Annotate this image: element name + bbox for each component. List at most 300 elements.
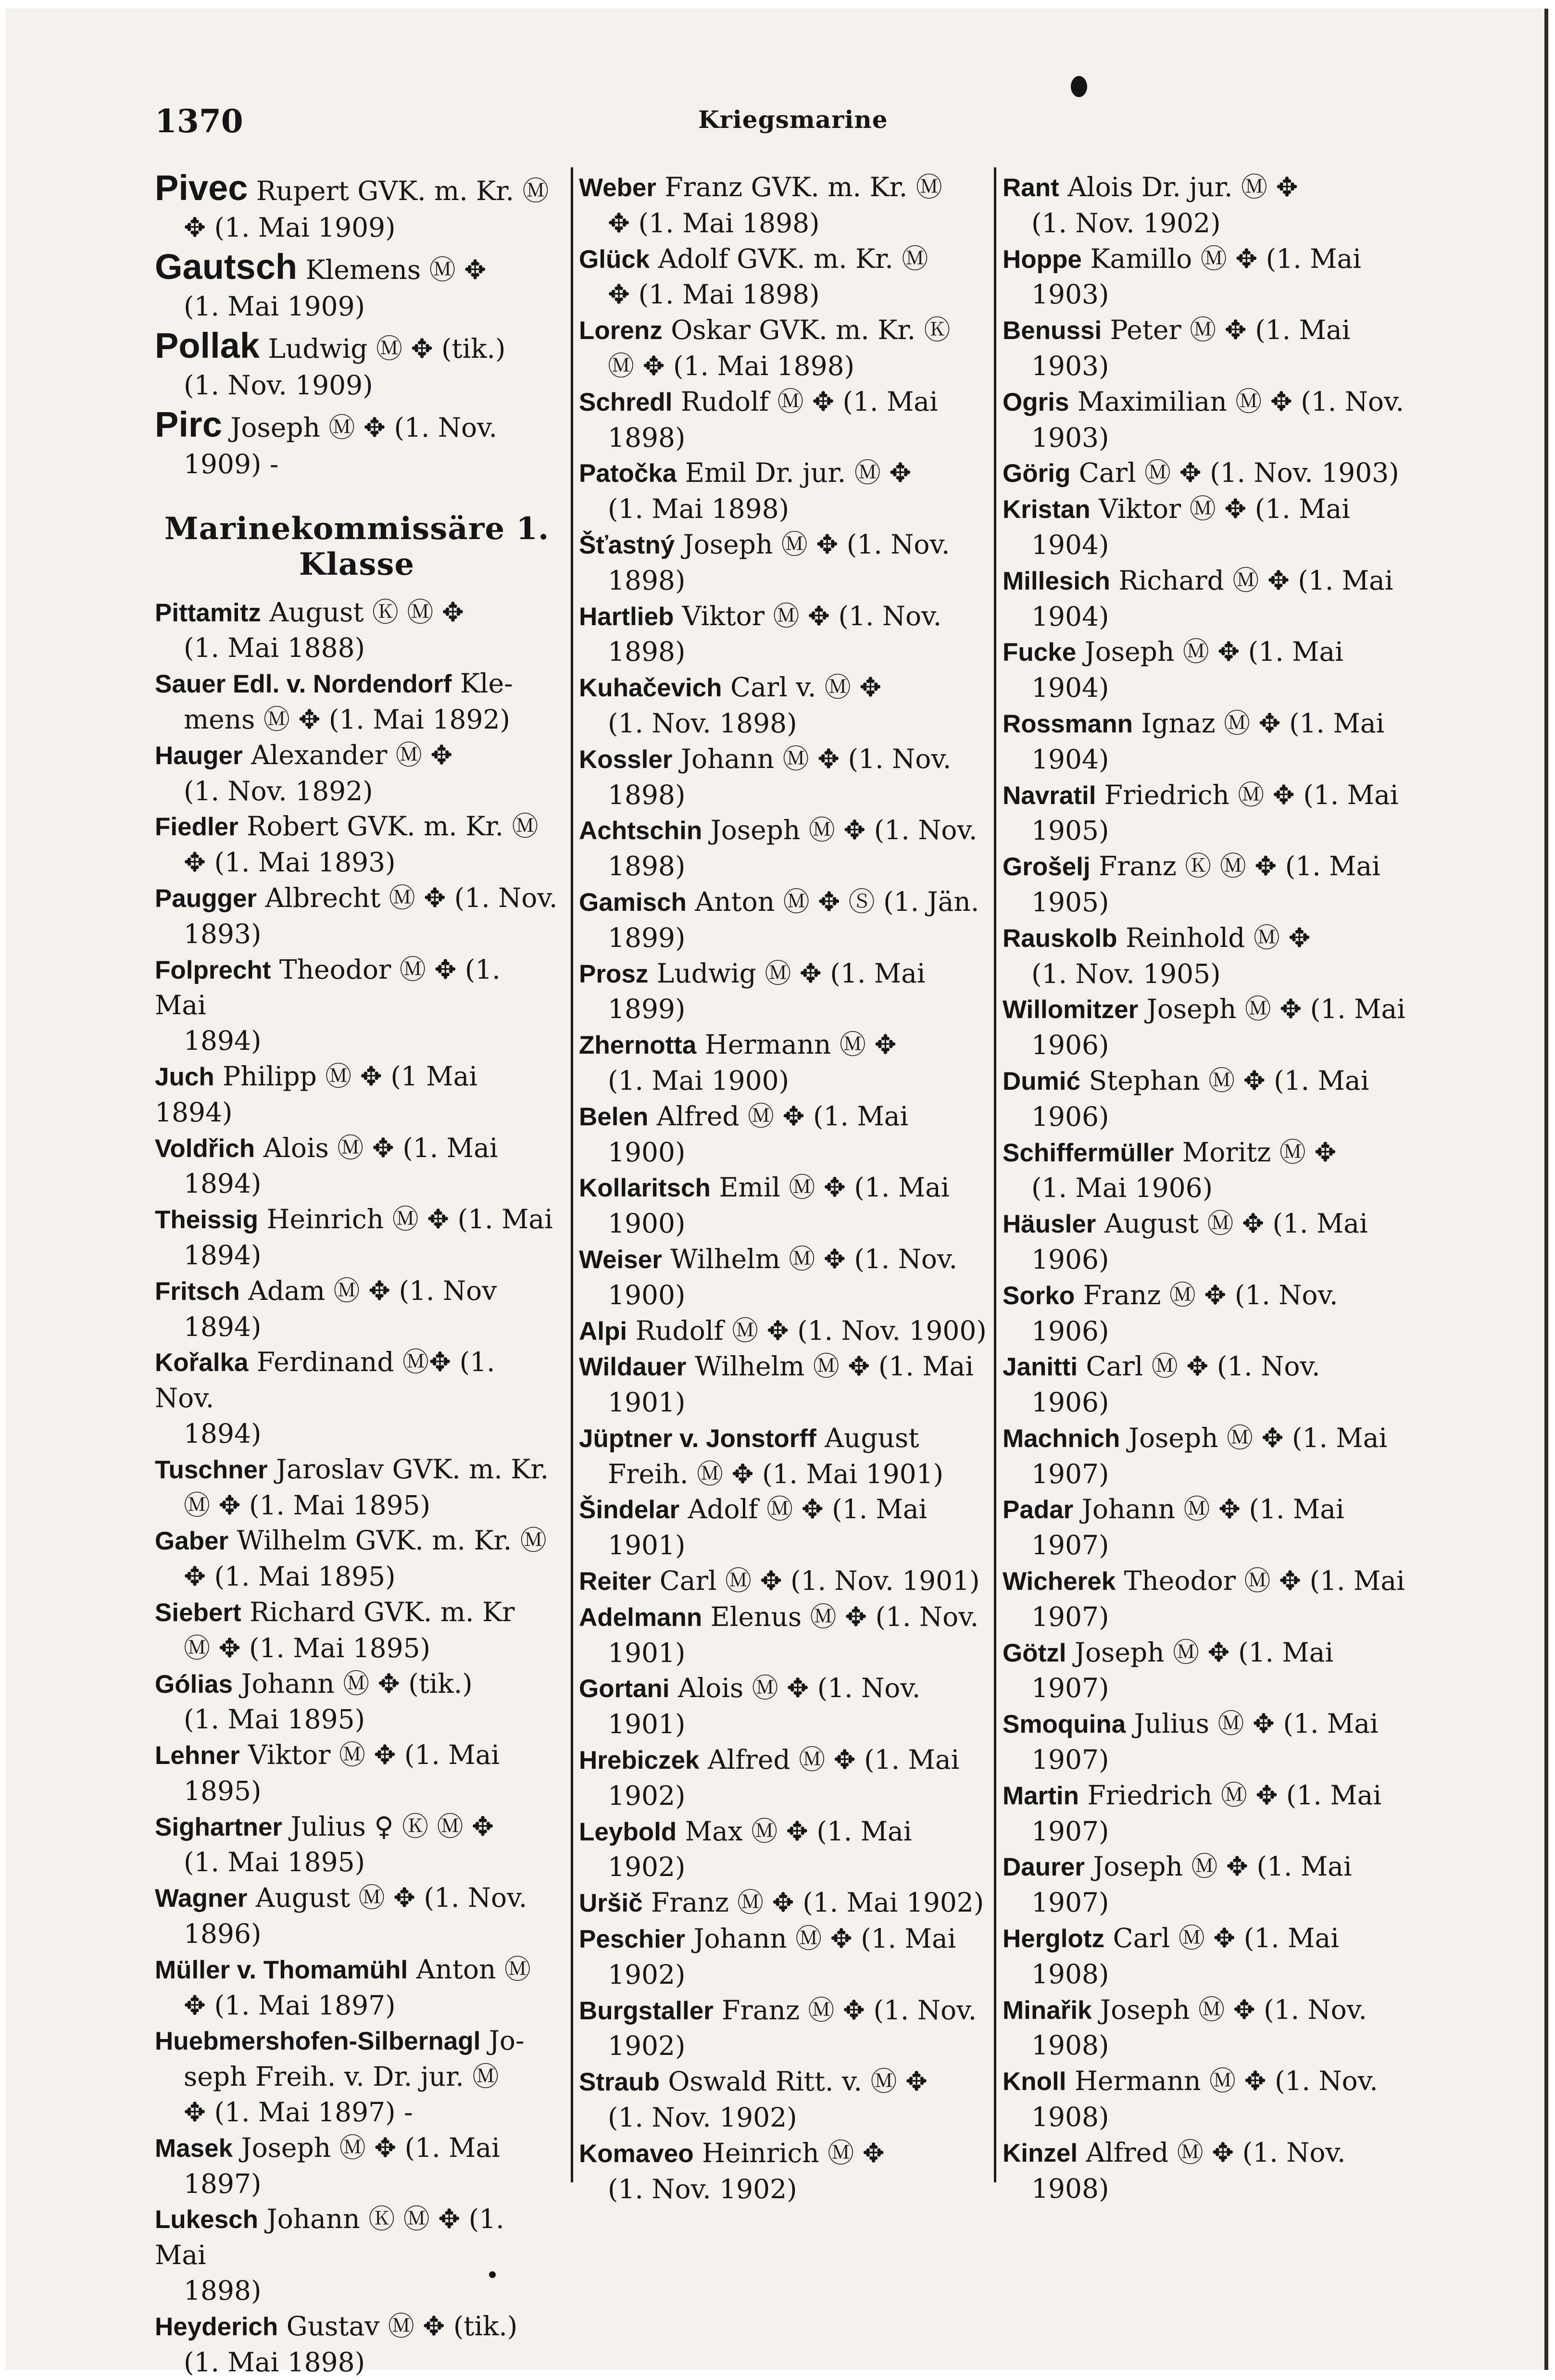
person-name: Fucke — [1003, 638, 1077, 667]
entry-text: Joseph Ⓜ ✥ (1. Nov. — [1091, 1994, 1367, 2025]
entry-continuation: 1906) — [1031, 1244, 1109, 1275]
person-name: Ogris — [1003, 388, 1069, 416]
entry-text: Emil Dr. jur. Ⓜ ✥ — [677, 457, 912, 489]
person-name: Achtschin — [579, 817, 702, 845]
entry-text: Julius ♀ Ⓚ Ⓜ ✥ — [282, 1811, 494, 1842]
person-name: Rant — [1003, 174, 1059, 202]
entry-continuation: (1. Mai 1895) — [184, 1704, 365, 1735]
person-name: Kristan — [1003, 495, 1091, 524]
person-name: Paugger — [155, 884, 257, 913]
list-item — [155, 666, 559, 738]
person-name: Lehner — [155, 1741, 240, 1770]
entry-text: Robert GVK. m. Kr. Ⓜ — [238, 811, 539, 842]
person-name: Fritsch — [155, 1277, 240, 1306]
entry-continuation: 1898) — [608, 422, 686, 453]
person-name: Minařik — [1003, 1996, 1092, 2025]
entry-continuation: 1904) — [1031, 529, 1109, 560]
entry-text: Alexander Ⓜ ✥ — [242, 739, 453, 770]
entry-continuation: 1901) — [608, 1709, 686, 1740]
entry-text: Franz Ⓜ ✥ (1. Nov. — [713, 1994, 977, 2026]
person-name: Straub — [579, 2068, 660, 2097]
entry-text: Stephan Ⓜ ✥ (1. Mai — [1080, 1065, 1369, 1096]
entry-text: Richard Ⓜ ✥ (1. Mai — [1110, 565, 1393, 596]
entry-continuation: 1904) — [1031, 601, 1109, 632]
person-name: Weiser — [579, 1245, 662, 1274]
entry-text: Elenus Ⓜ ✥ (1. Nov. — [702, 1601, 979, 1632]
entry-text: Carl Ⓜ ✥ (1. Nov. — [1078, 1351, 1320, 1382]
entry-continuation: Ⓜ ✥ (1. Mai 1895) — [184, 1632, 431, 1663]
person-name: Navratil — [1003, 781, 1096, 810]
entry-continuation: (1. Nov. 1909) — [184, 370, 373, 401]
entry-continuation: 1897) — [184, 2168, 262, 2199]
entry-text: Jo- — [480, 2025, 525, 2056]
entry-text: Julius Ⓜ ✥ (1. Mai — [1126, 1708, 1379, 1739]
entry-list — [579, 170, 988, 2207]
entry-continuation: (1. Mai 1888) — [184, 632, 365, 664]
entry-continuation: 1898) — [608, 779, 686, 810]
entry-text: August Ⓚ Ⓜ ✥ — [261, 596, 464, 628]
entry-continuation: 1894) — [184, 1239, 262, 1271]
entry-continuation: 1899) — [608, 994, 686, 1025]
person-name: Voldřich — [155, 1134, 255, 1163]
list-item — [1003, 1706, 1411, 1778]
person-name: Leybold — [579, 1817, 677, 1846]
list-item — [155, 1202, 559, 1273]
entry-continuation: 1898) — [608, 851, 686, 882]
person-name: Kossler — [579, 745, 673, 774]
list-item — [579, 670, 988, 742]
entry-text: August Ⓜ ✥ (1. Mai — [1096, 1208, 1368, 1239]
person-name: Grošelj — [1003, 853, 1091, 881]
entry-continuation: 1908) — [1031, 2173, 1109, 2204]
entry-continuation: 1900) — [608, 1208, 686, 1239]
person-name: Belen — [579, 1102, 649, 1131]
list-item — [155, 1345, 559, 1451]
list-item — [155, 595, 559, 667]
list-item — [579, 1599, 988, 1671]
list-item — [155, 2202, 559, 2308]
person-name: Kořalka — [155, 1348, 249, 1377]
entry-continuation: 1905) — [1031, 815, 1109, 846]
person-name: Huebmershofen-Silbernagl — [155, 2027, 481, 2056]
list-item — [1003, 2064, 1411, 2135]
entry-continuation: (1. Nov. 1902) — [608, 2173, 797, 2204]
entry-continuation: 1900) — [608, 1279, 686, 1310]
entry-text: Ferdinand Ⓜ✥ (1. Nov. — [155, 1347, 495, 1414]
entry-continuation: 1908) — [1031, 2030, 1109, 2061]
list-item — [1003, 920, 1411, 992]
entry-text: Alfred Ⓜ ✥ (1. Mai — [699, 1744, 960, 1776]
list-item — [1003, 1778, 1411, 1850]
entry-continuation: 1901) — [608, 1530, 686, 1561]
list-item — [155, 2095, 559, 2130]
entry-list — [1003, 170, 1411, 2206]
entry-continuation: 1906) — [1031, 1387, 1109, 1418]
person-name: Gautsch — [155, 247, 298, 287]
list-item — [579, 1921, 988, 1993]
person-name: Smoquina — [1003, 1710, 1126, 1739]
entry-text: Viktor Ⓜ ✥ (1. Mai — [239, 1739, 500, 1771]
person-name: Knoll — [1003, 2067, 1066, 2096]
person-name: Uršič — [579, 1889, 643, 1918]
person-name: Fiedler — [155, 813, 238, 842]
entry-text: Adolf Ⓜ ✥ (1. Mai — [679, 1494, 928, 1525]
entry-text: August — [816, 1422, 919, 1453]
entry-text: Joseph Ⓜ ✥ (1. Nov. — [222, 412, 498, 443]
entry-text: Maximilian Ⓜ ✥ (1. Nov. — [1069, 386, 1404, 417]
entry-text: Gustav Ⓜ ✥ (tik.) — [278, 2310, 518, 2342]
entry-continuation: 1893) — [184, 918, 262, 949]
person-name: Schredl — [579, 388, 673, 416]
entry-text: Johann Ⓚ Ⓜ ✥ (1. Mai — [155, 2204, 504, 2271]
person-name: Weber — [579, 174, 657, 202]
entry-text: Rudolf Ⓜ ✥ (1. Mai — [672, 386, 938, 417]
list-item — [579, 742, 988, 813]
list-item — [155, 881, 559, 952]
list-item — [155, 1523, 559, 1595]
entry-continuation: 1894) — [184, 1418, 262, 1449]
entry-continuation: 1908) — [1031, 2102, 1109, 2133]
list-item — [1003, 1635, 1411, 1707]
running-title: Kriegsmarine — [698, 105, 888, 134]
list-item — [1003, 1563, 1411, 1635]
entry-continuation: 1903) — [1031, 279, 1109, 310]
person-name: Juch — [155, 1062, 214, 1091]
list-item — [155, 2023, 559, 2095]
entry-text: Oswald Ritt. v. Ⓜ ✥ — [659, 2066, 928, 2097]
entry-continuation: 1909) - — [184, 449, 279, 479]
person-name: Siebert — [155, 1598, 241, 1627]
person-name: Machnich — [1003, 1424, 1120, 1453]
list-item — [579, 1492, 988, 1563]
list-item — [1003, 1063, 1411, 1135]
person-name: Heyderich — [155, 2312, 278, 2341]
list-item — [155, 1452, 559, 1524]
entry-continuation: (1. Nov. 1902) — [1031, 207, 1221, 239]
entry-text: Heinrich Ⓜ ✥ (1. Mai — [258, 1204, 553, 1235]
entry-continuation: 1902) — [608, 1959, 686, 1990]
entry-text: Anton Ⓜ — [408, 1953, 531, 1985]
entry-continuation: 1908) — [1031, 1958, 1109, 1990]
entry-text: Emil Ⓜ ✥ (1. Mai — [710, 1172, 950, 1203]
list-item — [155, 2309, 559, 2380]
column-1 — [155, 170, 559, 2380]
entry-continuation: ✥ (1. Mai 1898) — [608, 207, 820, 239]
list-item — [579, 1099, 988, 1171]
list-item — [155, 1880, 559, 1952]
entry-text: Carl v. Ⓜ ✥ — [722, 672, 882, 703]
list-item — [1003, 313, 1411, 384]
person-name: Pittamitz — [155, 598, 261, 627]
entry-continuation: (1. Mai 1898) — [608, 493, 790, 525]
entry-continuation: seph Freih. v. Dr. jur. Ⓜ — [184, 2061, 499, 2092]
entry-continuation: 1898) — [184, 2275, 262, 2306]
person-name: Prosz — [579, 959, 649, 988]
entry-text: Johann Ⓜ ✥ (1. Nov. — [672, 743, 952, 774]
entry-text: Johann Ⓜ ✥ (tik.) — [233, 1668, 473, 1699]
entry-continuation: 1894) — [184, 1311, 262, 1342]
entry-continuation: 1906) — [1031, 1101, 1109, 1132]
list-item — [579, 527, 988, 599]
list-item — [579, 813, 988, 884]
person-name: Pollak — [155, 326, 260, 365]
person-name: Tuschner — [155, 1455, 268, 1484]
entry-continuation: ✥ (1. Mai 1895) — [184, 1561, 396, 1592]
list-item — [155, 952, 559, 1059]
list-item — [579, 384, 988, 456]
entry-continuation: ✥ (1. Mai 1893) — [184, 847, 396, 878]
entry-text: Viktor Ⓜ ✥ (1. Mai — [1090, 493, 1350, 525]
entry-text: Theodor Ⓜ ✥ (1. Mai — [1116, 1565, 1405, 1597]
entry-text: Friedrich Ⓜ ✥ (1. Mai — [1079, 1779, 1382, 1811]
person-name: Wagner — [155, 1884, 248, 1913]
entry-text: Richard GVK. m. Kr — [241, 1596, 515, 1627]
list-item — [155, 1059, 559, 1131]
entry-text: Theodor Ⓜ ✥ (1. Mai — [155, 954, 501, 1021]
entry-text: Adolf GVK. m. Kr. Ⓜ — [650, 243, 928, 274]
entry-continuation: 1905) — [1031, 886, 1109, 918]
entry-text: Viktor Ⓜ ✥ (1. Nov. — [674, 600, 942, 631]
person-name: Lukesch — [155, 2205, 259, 2234]
entry-text: Franz Ⓚ Ⓜ ✥ (1. Mai — [1090, 851, 1380, 882]
ink-spot — [1071, 76, 1087, 97]
list-item — [579, 2064, 988, 2136]
column-2 — [579, 170, 988, 2207]
list-item — [155, 327, 559, 403]
person-name: Benussi — [1003, 316, 1102, 345]
entry-text: Johann Ⓜ ✥ (1. Mai — [685, 1923, 956, 1954]
list-item — [579, 1671, 988, 1742]
list-item — [579, 1349, 988, 1421]
person-name: Padar — [1003, 1496, 1074, 1524]
entry-continuation: 1898) — [608, 636, 686, 667]
person-name: Masek — [155, 2134, 233, 2163]
entry-continuation: 1900) — [608, 1136, 686, 1168]
person-name: Hoppe — [1003, 245, 1082, 274]
list-item — [579, 1742, 988, 1814]
person-name: Gamisch — [579, 888, 687, 917]
list-item — [1003, 1921, 1411, 1992]
list-item — [155, 1952, 559, 2024]
entry-text: Johann Ⓜ ✥ (1. Mai — [1073, 1494, 1344, 1525]
entry-continuation: 1907) — [1031, 1530, 1109, 1561]
entry-text: Wilhelm GVK. m. Kr. Ⓜ — [228, 1525, 547, 1556]
list-item — [155, 809, 559, 881]
entry-text: Franz Ⓜ ✥ (1. Nov. — [1075, 1279, 1338, 1310]
entry-text: Alfred Ⓜ ✥ (1. Nov. — [1078, 2137, 1346, 2168]
entry-continuation: (1. Mai 1898) — [184, 2346, 365, 2378]
list-item — [155, 1595, 559, 1666]
person-name: Götzl — [1003, 1638, 1066, 1667]
list-item — [1003, 1849, 1411, 1921]
entry-text: Joseph Ⓜ ✥ (1. Nov. — [702, 815, 978, 846]
list-item — [579, 1563, 988, 1599]
entry-text: Philipp Ⓜ ✥ (1 Mai 1894) — [155, 1060, 477, 1128]
person-name: Herglotz — [1003, 1925, 1104, 1953]
entry-continuation: 1902) — [608, 2030, 686, 2062]
entry-text: Moritz Ⓜ ✥ — [1174, 1136, 1337, 1168]
entry-continuation: ✥ (1. Mai 1897) — [184, 1990, 396, 2021]
list-item — [1003, 634, 1411, 706]
column-rule — [994, 167, 996, 2182]
person-name: Alpi — [579, 1317, 627, 1346]
list-item — [155, 406, 559, 482]
list-item — [579, 1170, 988, 1242]
person-name: Hrebiczek — [579, 1746, 700, 1775]
list-item — [579, 313, 988, 384]
person-name: Theissig — [155, 1206, 259, 1234]
list-item — [1003, 1992, 1411, 2064]
entry-text: Klemens Ⓜ ✥ — [297, 254, 487, 285]
person-name: Daurer — [1003, 1853, 1085, 1882]
entry-continuation: 1903) — [1031, 422, 1109, 453]
list-item — [1003, 1421, 1411, 1492]
list-item — [579, 956, 988, 1028]
person-name: Janitti — [1003, 1353, 1078, 1382]
list-item — [579, 1421, 988, 1492]
list-item — [1003, 992, 1411, 1063]
entry-list-bottom — [155, 595, 559, 2380]
person-name: Müller v. Thomamühl — [155, 1955, 408, 1984]
entry-text: Friedrich Ⓜ ✥ (1. Mai — [1096, 779, 1399, 810]
entry-continuation: 1906) — [1031, 1030, 1109, 1061]
list-item — [579, 170, 988, 241]
person-name: Patočka — [579, 459, 677, 488]
list-item — [155, 738, 559, 809]
entry-text: Reinhold Ⓜ ✥ — [1117, 922, 1311, 953]
entry-continuation: 1896) — [184, 1918, 262, 1950]
entry-continuation: 1898) — [608, 565, 686, 596]
entry-text: Anton Ⓜ ✥ Ⓢ (1. Jän. — [686, 886, 979, 917]
person-name: Gólias — [155, 1670, 233, 1699]
entry-text: Alois Ⓜ ✥ (1. Mai — [255, 1132, 498, 1163]
entry-text: Joseph Ⓜ ✥ (1. Mai — [233, 2132, 500, 2163]
person-name: Hauger — [155, 741, 243, 770]
entry-continuation: Freih. Ⓜ ✥ (1. Mai 1901) — [608, 1458, 944, 1489]
entry-text: Kle- — [451, 668, 513, 699]
entry-text: Heinrich Ⓜ ✥ — [693, 2137, 885, 2168]
person-name: Komaveo — [579, 2139, 694, 2168]
entry-text: Max Ⓜ ✥ (1. Mai — [677, 1815, 912, 1847]
entry-text: Wilhelm Ⓜ ✥ (1. Nov. — [662, 1243, 958, 1274]
person-name: Lorenz — [579, 316, 663, 345]
list-item — [579, 1313, 988, 1349]
list-item — [579, 1027, 988, 1099]
entry-continuation: (1. Mai 1909) — [184, 291, 365, 322]
book-page — [6, 9, 1548, 2378]
entry-continuation: 1901) — [608, 1637, 686, 1668]
person-name: Pivec — [155, 168, 248, 208]
entry-text: Rupert GVK. m. Kr. Ⓜ — [248, 176, 549, 206]
list-item — [155, 1666, 559, 1738]
entry-continuation: 1907) — [1031, 1744, 1109, 1776]
entry-continuation: ✥ (1. Mai 1909) — [184, 212, 396, 243]
entry-text: Hermann Ⓜ ✥ (1. Nov. — [1066, 2065, 1378, 2097]
list-item — [1003, 1349, 1411, 1421]
list-item — [1003, 170, 1411, 241]
person-name: Peschier — [579, 1925, 685, 1954]
entry-continuation: (1. Mai 1895) — [184, 1847, 365, 1878]
list-item — [1003, 241, 1411, 313]
person-name: Dumić — [1003, 1067, 1080, 1096]
list-item — [155, 1273, 559, 1345]
entry-text: Joseph Ⓜ ✥ (1. Mai — [1066, 1637, 1334, 1668]
entry-text: Ludwig Ⓜ ✥ (1. Mai — [648, 957, 926, 989]
list-item — [1003, 1135, 1411, 1207]
entry-continuation: 1902) — [608, 1851, 686, 1883]
entry-text: Hermann Ⓜ ✥ — [696, 1029, 897, 1060]
entry-continuation: 1907) — [1031, 1458, 1109, 1489]
person-name: Pirc — [155, 404, 222, 444]
entry-text: Joseph Ⓜ ✥ (1. Mai — [1138, 994, 1405, 1025]
list-item — [1003, 491, 1411, 563]
entry-text: Joseph Ⓜ ✥ (1. Nov. — [675, 529, 950, 560]
list-item — [579, 884, 988, 956]
entry-continuation: 1907) — [1031, 1673, 1109, 1704]
ink-spot — [489, 2271, 496, 2278]
entry-continuation: 1899) — [608, 922, 686, 953]
entry-continuation: 1895) — [184, 1775, 262, 1806]
list-item — [579, 455, 988, 527]
list-item — [1003, 1206, 1411, 1278]
entry-continuation: (1. Nov. 1905) — [1031, 958, 1221, 989]
entry-continuation: (1. Mai 1906) — [1031, 1172, 1213, 1204]
person-name: Folprecht — [155, 956, 271, 984]
list-item — [155, 2130, 559, 2202]
person-name: Gortani — [579, 1675, 670, 1703]
person-name: Wicherek — [1003, 1567, 1116, 1596]
list-item — [155, 1131, 559, 1202]
section-title: Marinekommissäre 1. Klasse — [164, 511, 550, 582]
person-name: Rauskolb — [1003, 924, 1117, 953]
entry-text: Albrecht Ⓜ ✥ (1. Nov. — [257, 882, 558, 913]
entry-text: Joseph Ⓜ ✥ (1. Mai — [1120, 1422, 1388, 1453]
list-item — [579, 1242, 988, 1313]
list-item — [579, 241, 988, 313]
person-name: Zhernotta — [579, 1031, 697, 1060]
entry-continuation: 1906) — [1031, 1315, 1109, 1347]
entry-text: Alfred Ⓜ ✥ (1. Mai — [648, 1100, 909, 1132]
entry-continuation: ✥ (1. Mai 1897) - — [184, 2097, 413, 2128]
list-item — [1003, 1492, 1411, 1563]
entry-text: Alois Ⓜ ✥ (1. Nov. — [669, 1673, 921, 1704]
list-item — [579, 1885, 988, 1921]
list-item — [155, 249, 559, 325]
entry-text: Ignaz Ⓜ ✥ (1. Mai — [1132, 707, 1385, 739]
list-item — [155, 1738, 559, 1809]
entry-continuation: 1904) — [1031, 743, 1109, 775]
list-item — [579, 599, 988, 670]
entry-text: Joseph Ⓜ ✥ (1. Mai — [1084, 1851, 1352, 1882]
person-name: Sauer Edl. v. Nordendorf — [155, 670, 452, 699]
list-item — [1003, 1278, 1411, 1349]
list-item — [1003, 2135, 1411, 2207]
entry-continuation: 1894) — [184, 1025, 262, 1057]
entry-continuation: 1901) — [608, 1387, 686, 1418]
entry-continuation: ✥ (1. Mai 1898) — [608, 279, 820, 310]
entry-continuation: (1. Nov. 1898) — [608, 707, 797, 739]
list-item — [1003, 706, 1411, 778]
list-item — [1003, 849, 1411, 920]
entry-text: August Ⓜ ✥ (1. Nov. — [247, 1882, 527, 1914]
person-name: Wildauer — [579, 1353, 687, 1382]
entry-text: Franz GVK. m. Kr. Ⓜ — [656, 172, 942, 202]
person-name: Glück — [579, 245, 650, 274]
person-name: Sorko — [1003, 1281, 1075, 1310]
list-item — [579, 1993, 988, 2065]
person-name: Gaber — [155, 1527, 229, 1556]
list-item — [155, 170, 559, 246]
